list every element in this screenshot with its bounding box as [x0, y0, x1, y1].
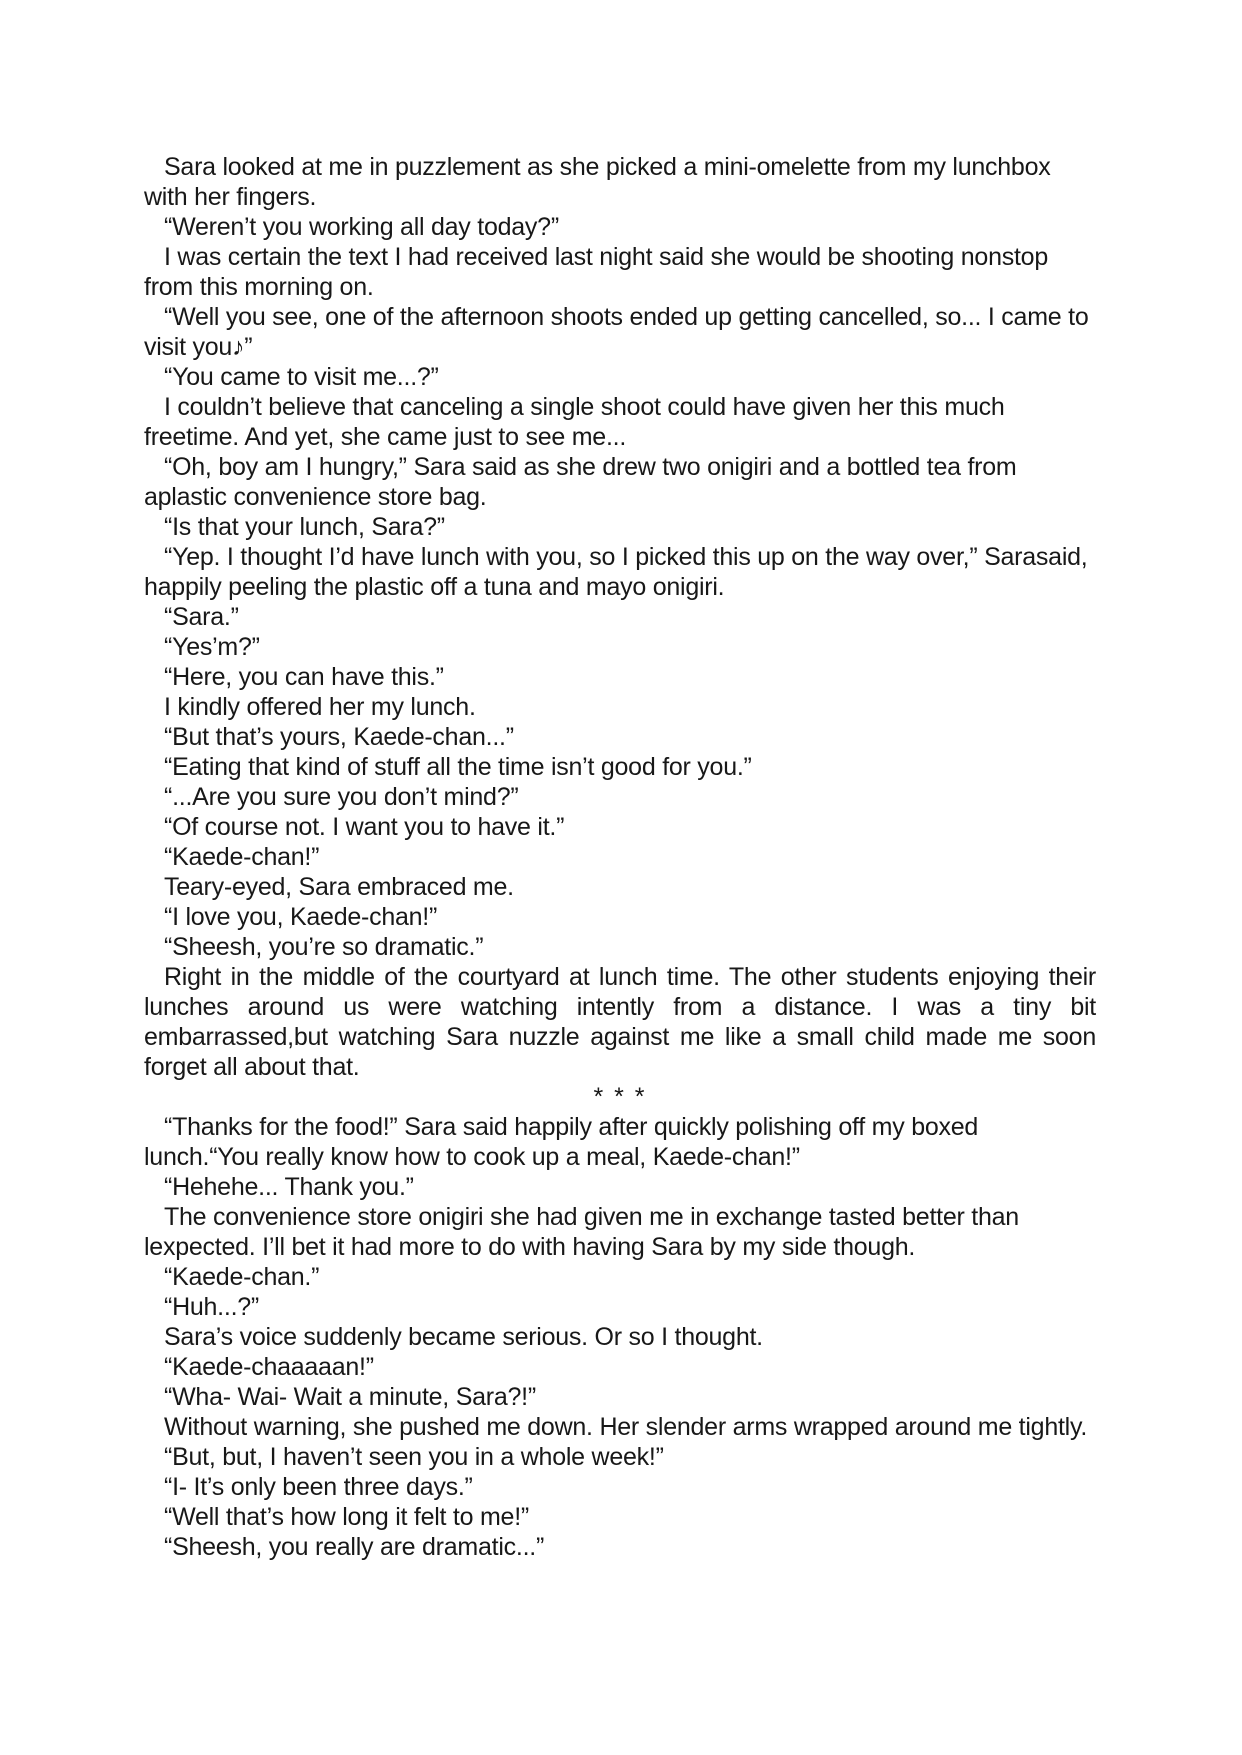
paragraph: I kindly offered her my lunch. — [164, 693, 476, 721]
paragraph: “Sheesh, you’re so dramatic.” — [164, 933, 484, 961]
paragraph: “Yes’m?” — [164, 633, 260, 661]
paragraph: “Sheesh, you really are dramatic...” — [164, 1533, 545, 1561]
paragraph: “Here, you can have this.” — [164, 663, 444, 691]
paragraph: “Well you see, one of the afternoon shoots ended up getting cancelled, so... I came to visit you♪” — [144, 303, 1089, 361]
paragraph: “Thanks for the food!” Sara said happily after quickly polishing off my boxed lunch.“You really know how to cook up a meal, Kaede-chan!” — [144, 1113, 979, 1171]
paragraph: “Well that’s how long it felt to me!” — [164, 1503, 529, 1531]
paragraph: I couldn’t believe that canceling a single shoot could have given her this much freetime. And yet, she came just to see me... — [144, 393, 1005, 451]
paragraph: “Yep. I thought I’d have lunch with you, so I picked this up on the way over,” Sarasaid, happily peeling the plastic off a tuna and mayo onigiri. — [144, 543, 1088, 601]
paragraph: “Sara.” — [164, 603, 239, 631]
paragraph: “Is that your lunch, Sara?” — [164, 513, 445, 541]
paragraph: “...Are you sure you don’t mind?” — [164, 783, 519, 811]
paragraph: “But that’s yours, Kaede-chan...” — [164, 723, 514, 751]
paragraph: Right in the middle of the courtyard at lunch time. The other students enjoying their lunches around us were watching intently from a distance. I was a tiny bit embarrassed,but watching Sara nuzzle against me like a small child made me soon forget all about that. — [144, 963, 1096, 1081]
paragraph: The convenience store onigiri she had given me in exchange tasted better than lexpected. I’ll bet it had more to do with having Sara by my side though. — [144, 1203, 1019, 1261]
paragraph: “You came to visit me...?” — [164, 363, 439, 391]
paragraph: I was certain the text I had received last night said she would be shooting nonstop from this morning on. — [144, 243, 1048, 301]
text-content — [144, 152, 1096, 1562]
paragraph: “I love you, Kaede-chan!” — [164, 903, 438, 931]
paragraph: Teary-eyed, Sara embraced me. — [164, 873, 514, 901]
section-separator: * * * — [593, 1083, 647, 1111]
paragraph: “Kaede-chan!” — [164, 843, 320, 871]
paragraph: “Kaede-chan.” — [164, 1263, 320, 1291]
paragraph: “Hehehe... Thank you.” — [164, 1173, 414, 1201]
paragraph: “Oh, boy am I hungry,” Sara said as she drew two onigiri and a bottled tea from aplastic convenience store bag. — [144, 453, 1017, 511]
paragraph: “Of course not. I want you to have it.” — [164, 813, 565, 841]
paragraph: “I- It’s only been three days.” — [164, 1473, 473, 1501]
paragraph: “Wha- Wai- Wait a minute, Sara?!” — [164, 1383, 536, 1411]
paragraph: “Eating that kind of stuff all the time isn’t good for you.” — [164, 753, 752, 781]
paragraph: “Weren’t you working all day today?” — [164, 213, 559, 241]
paragraph: “Huh...?” — [164, 1293, 260, 1321]
paragraph: Sara’s voice suddenly became serious. Or so I thought. — [164, 1323, 763, 1351]
paragraph: Sara looked at me in puzzlement as she picked a mini-omelette from my lunchbox with her fingers. — [144, 153, 1051, 211]
paragraph: “But, but, I haven’t seen you in a whole week!” — [164, 1443, 664, 1471]
paragraph: “Kaede-chaaaaan!” — [164, 1353, 374, 1381]
paragraph: Without warning, she pushed me down. Her slender arms wrapped around me tightly. — [164, 1413, 1088, 1441]
